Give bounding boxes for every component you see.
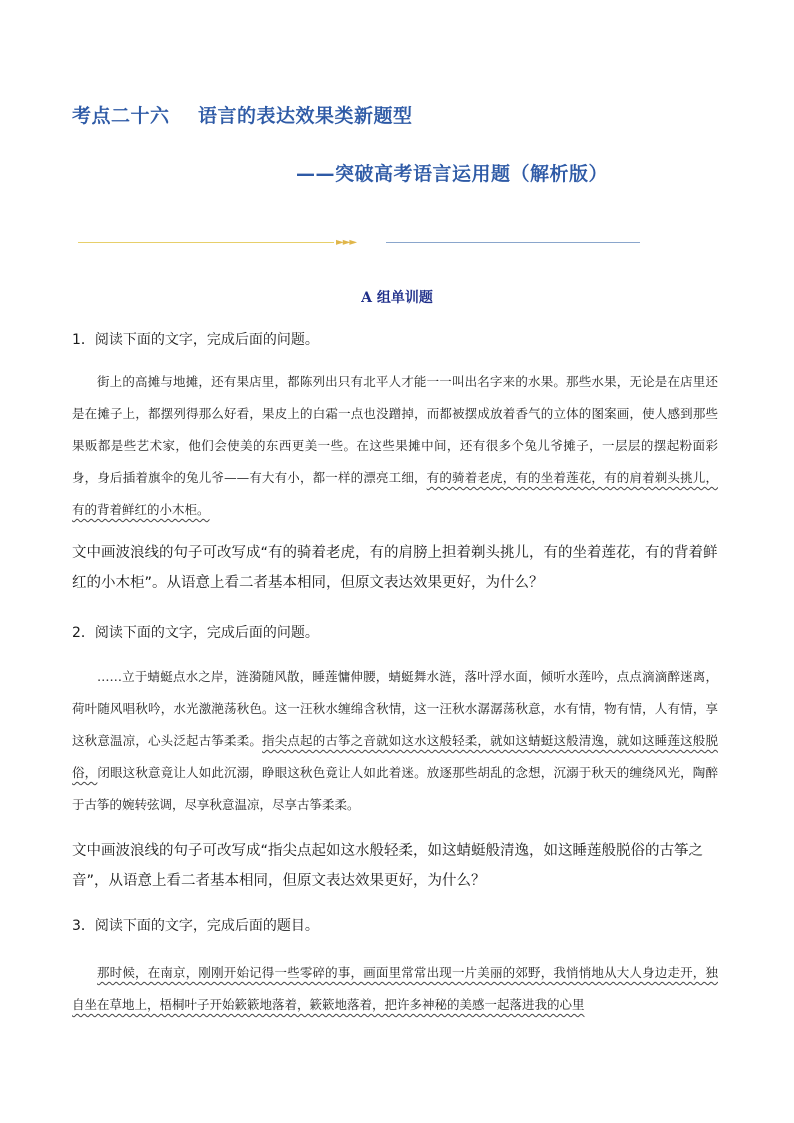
passage-text: 街上的高摊与地摊，还有果店里，都陈列出只有北平人才能一一叫出名字来的水果。那些水果，无论是在店里还是在摊子上，都摆列得那么好看，果皮上的白霜一点也没蹭掉，而都被摆成放着香气的立体的图案画，使人感到那些果贩都是些艺术家，他们会使美的东西更美一些。在这些果摊中间，还有很多个兔儿爷摊子，一层层的摆起粉面彩身，身后插着旗伞的兔儿爷——有大有小，都一样的漂亮工细， — [72, 374, 718, 485]
question-1-heading: 1．阅读下面的文字，完成后面的问题。 — [72, 332, 319, 348]
wavy-underlined-sentence: 指尖点起的古筝之音就如这水这般轻柔，就如这蜻蜓这般清逸，就如这睡莲这般脱俗， — [72, 733, 718, 780]
question-2-heading: 2．阅读下面的文字，完成后面的问题。 — [72, 625, 319, 641]
question-1-prompt: 文中画波浪线的句子可改写成“有的骑着老虎，有的肩膀上担着剃头挑儿，有的坐着莲花，有的背着鲜红的小木柜”。从语意上看二者基本相同，但原文表达效果更好，为什么？ — [72, 545, 718, 591]
decorative-divider — [78, 236, 640, 250]
divider-line-left — [78, 242, 334, 243]
question-2-passage — [72, 661, 718, 821]
question-3-heading: 3．阅读下面的文字，完成后面的题目。 — [72, 918, 319, 934]
arrow-icon: ►►► — [336, 237, 357, 248]
wavy-underlined-sentence: 有的骑着老虎，有的坐着莲花，有的肩着剃头挑儿，有的背着鲜红的小木柜。 — [72, 470, 718, 517]
question-1-passage — [72, 366, 718, 526]
main-title: 考点二十六 语言的表达效果类新题型 — [72, 105, 413, 127]
section-title: A 组单训题 — [361, 290, 433, 306]
question-2-prompt: 文中画波浪线的句子可改写成“指尖点起如这水般轻柔，如这蜻蜓般清逸，如这睡莲般脱俗的古筝之音”，从语意上看二者基本相同，但原文表达效果更好，为什么？ — [72, 843, 704, 889]
question-3-passage — [72, 957, 718, 1021]
wavy-underlined-sentence: 那时候，在南京，刚刚开始记得一些零碎的事，画面里常常出现一片美丽的郊野，我悄悄地从大人身边走开，独自坐在草地上，梧桐叶子开始簌簌地落着，簌簌地落着，把许多神秘的美感一起落进我的心里 — [72, 965, 718, 1012]
divider-line-right — [386, 242, 640, 243]
subtitle: ——突破高考语言运用题（解析版） — [296, 163, 609, 185]
passage-text-after: 闭眼这秋意竟让人如此沉溺，睁眼这秋色竟让人如此着迷。放逐那些胡乱的念想，沉溺于秋天的缠绕风光，陶醉于古筝的婉转弦调，尽享秋意温凉，尽享古筝柔柔。 — [72, 765, 718, 812]
passage-text: ……立于蜻蜓点水之岸，涟漪随风散，睡莲慵伸腰，蜻蜓舞水涟，落叶浮水面，倾听水莲吟，点点滴滴醉迷离，荷叶随风唱秋吟，水光激滟荡秋色。这一汪秋水缠绵含秋情，这一汪秋水潺潺荡秋意，水有情，物有情，人有情，享这秋意温凉，心头泛起古筝柔柔。 — [72, 669, 718, 748]
